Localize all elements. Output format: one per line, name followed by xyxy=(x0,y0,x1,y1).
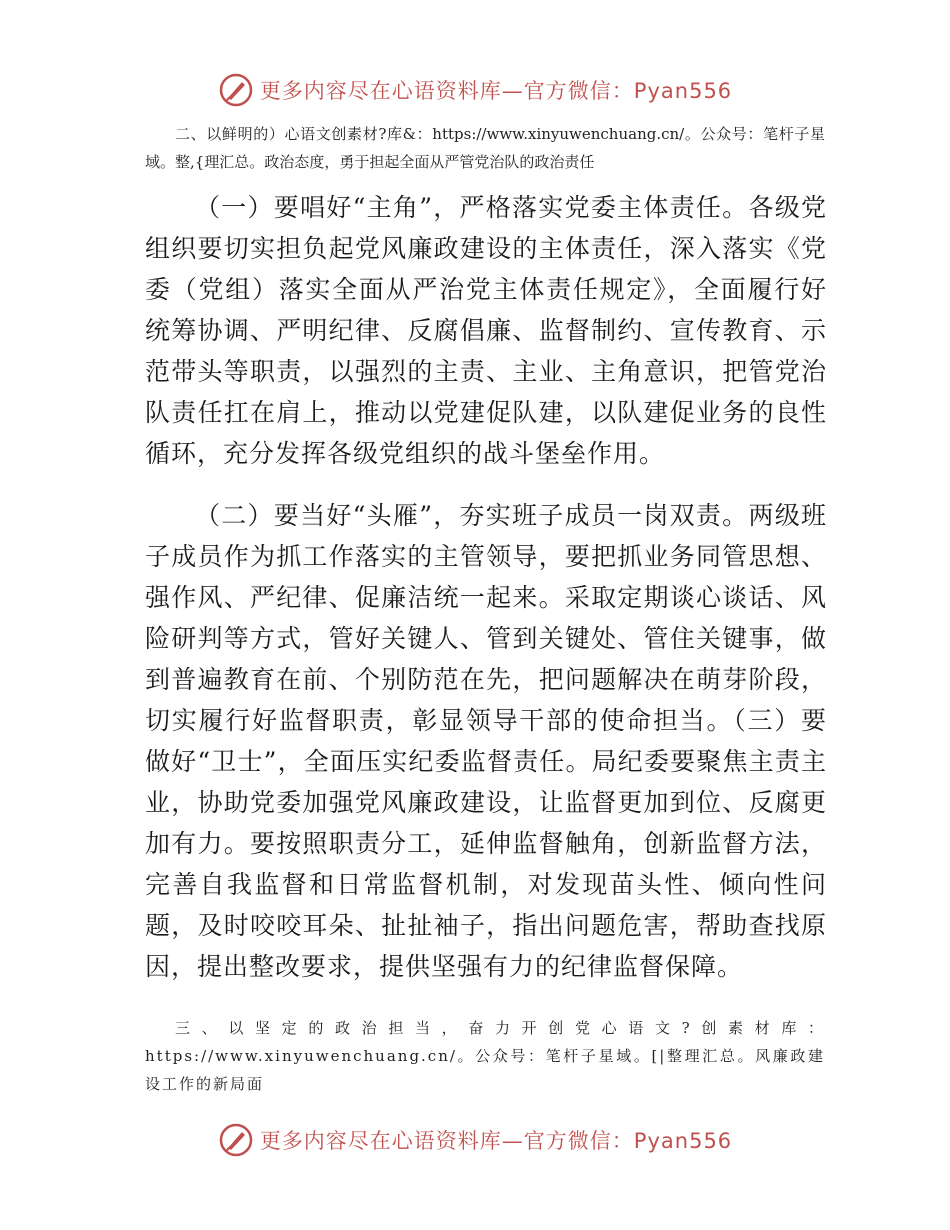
footer-banner xyxy=(0,1120,950,1160)
header-banner xyxy=(0,70,950,110)
quill-logo-icon xyxy=(218,72,254,108)
paragraph-2: （二）要当好“头雁”，夯实班子成员一岗双责。两级班子成员作为抓工作落实的主管领导，要把抓业务同管思想、强作风、严纪律、促廉洁统一起来。采取定期谈心谈话、风险研判等方式，管好关键人、管到关键处、管住关键事，做到普遍教育在前、个别防范在先，把问题解决在萌芽阶段，切实履行好监督职责，彰显领导干部的使命担当。（三）要做好“卫士”，全面压实纪委监督责任。局纪委要聚焦主责主业，协助党委加强党风廉政建设，让监督更加到位、反腐更加有力。要按照职责分工，延伸监督触角，创新监督方法，完善自我监督和日常监督机制，对发现苗头性、倾向性问题，及时咬咬耳朵、扯扯袖子，指出问题危害，帮助查找原因，提出整改要求，提供坚强有力的纪律监督保障。 xyxy=(145,501,827,981)
quill-logo-icon xyxy=(218,1122,254,1158)
header-banner-text: 更多内容尽在心语资料库—官方微信：Pyan556 xyxy=(259,79,733,103)
body-section-2 xyxy=(145,495,827,987)
paragraph-1: （一）要唱好“主角”，严格落实党委主体责任。各级党组织要切实担负起党风廉政建设的主体责任，深入落实《党委（党组）落实全面从严治党主体责任规定》，全面履行好统筹协调、严明纪律、反腐倡廉、监督制约、宣传教育、示范带头等职责，以强烈的主责、主业、主角意识，把管党治队责任扛在肩上，推动以党建促队建，以队建促业务的良性循环，充分发挥各级党组织的战斗堡垒作用。 xyxy=(145,193,827,468)
closing-note xyxy=(145,1014,825,1098)
intro-note xyxy=(145,120,825,176)
closing-note-text: 三、以坚定的政治担当，奋力开创党心语文?创素材库：https://www.xinyuwenchuang.cn/。公众号：笔杆子星域。[|整理汇总。风廉政建设工作的新局面 xyxy=(145,1019,825,1093)
intro-note-text: 二、以鲜明的）心语文创素材?库&：https://www.xinyuwenchuang.cn/。公众号：笔杆子星域。整,{理汇总。政治态度，勇于担起全面从严管党治队的政治责任 xyxy=(145,125,825,171)
footer-banner-text: 更多内容尽在心语资料库—官方微信：Pyan556 xyxy=(259,1129,733,1153)
body-section-1 xyxy=(145,187,827,474)
